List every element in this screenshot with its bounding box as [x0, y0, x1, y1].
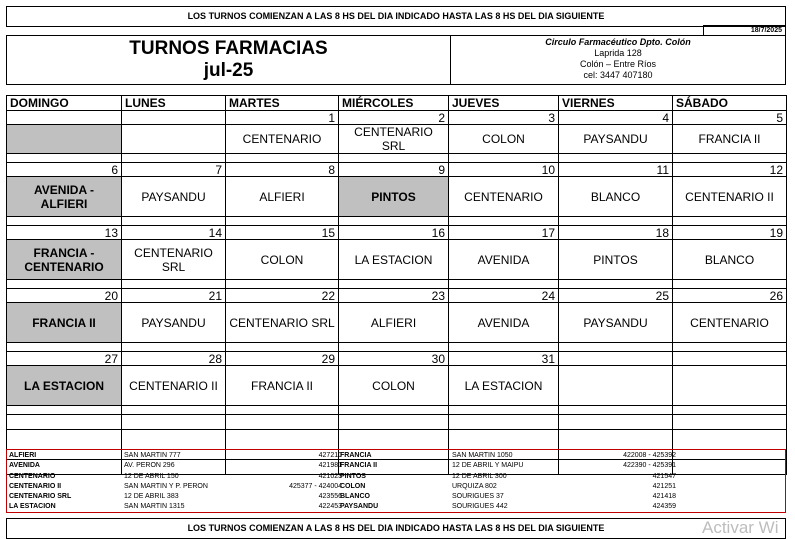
duty-row: [7, 240, 787, 280]
pharmacy-name: CENTENARIO SRL: [9, 493, 72, 501]
empty-cell: [122, 406, 226, 415]
month-label: jul-25: [203, 60, 254, 81]
empty-cell: [673, 415, 787, 430]
duty-row: [7, 366, 787, 406]
day-number: 13: [7, 226, 122, 240]
pharmacy-address: 12 DE ABRIL 150: [124, 472, 179, 480]
pharmacy-address: 12 DE ABRIL 383: [124, 493, 179, 501]
pharmacy-address: SOURIGUES 442: [452, 503, 508, 511]
empty-cell: [449, 415, 559, 430]
institution-name: Circulo Farmacéutico Dpto. Colón: [545, 37, 691, 47]
empty-cell: [673, 217, 787, 226]
duty-cell: PINTOS: [339, 177, 449, 217]
duty-cell: CENTENARIO SRL: [226, 303, 339, 343]
day-number: 28: [122, 352, 226, 366]
weekday-header: SÁBADO: [673, 96, 787, 111]
day-number: 3: [449, 111, 559, 125]
pharmacy-entry: [9, 451, 342, 461]
empty-cell: [449, 280, 559, 289]
day-number-row: [7, 352, 787, 366]
separator-row: [7, 343, 787, 352]
duty-cell: COLON: [449, 125, 559, 154]
separator-row: [7, 280, 787, 289]
duty-cell: PINTOS: [559, 240, 673, 280]
duty-cell: CENTENARIO SRL: [122, 240, 226, 280]
top-banner: LOS TURNOS COMIENZAN A LAS 8 HS DEL DIA INDICADO HASTA LAS 8 HS DEL DIA SIGUIENTE: [6, 6, 786, 27]
empty-cell: [7, 415, 122, 430]
empty-cell: [559, 415, 673, 430]
duty-cell: BLANCO: [559, 177, 673, 217]
empty-cell: [559, 217, 673, 226]
page-title: TURNOS FARMACIAS: [129, 38, 328, 59]
title-box: [6, 35, 451, 85]
pharmacy-entry: [340, 461, 676, 471]
pharmacy-phone: 423556: [318, 493, 342, 501]
pharmacy-name: ALFIERI: [9, 452, 37, 459]
weekday-header: DOMINGO: [7, 96, 122, 111]
empty-cell: [7, 343, 122, 352]
day-number-row: [7, 111, 787, 125]
pharmacy-address: 12 DE ABRIL Y MAIPU: [452, 462, 524, 470]
day-number: 30: [339, 352, 449, 366]
duty-cell: LA ESTACION: [449, 366, 559, 406]
day-number: 22: [226, 289, 339, 303]
day-number: 23: [339, 289, 449, 303]
pharmacy-phone: 421251: [652, 482, 676, 490]
empty-cell: [7, 154, 122, 163]
day-number: 1: [226, 111, 339, 125]
day-number-row: [7, 226, 787, 240]
pharmacy-name: CENTENARIO: [9, 472, 56, 480]
separator-row: [7, 154, 787, 163]
empty-cell: [7, 280, 122, 289]
empty-cell: [122, 343, 226, 352]
duty-cell: BLANCO: [673, 240, 787, 280]
pharmacy-entry: [340, 451, 676, 461]
day-number: 18: [559, 226, 673, 240]
calendar-table: [6, 95, 787, 475]
empty-cell: [449, 406, 559, 415]
day-number: [7, 111, 122, 125]
pharmacy-address: SAN MARTIN 777: [124, 452, 181, 459]
duty-cell: LA ESTACION: [339, 240, 449, 280]
pharmacy-name: PINTOS: [340, 472, 366, 480]
empty-cell: [339, 415, 449, 430]
duty-cell: CENTENARIO: [673, 303, 787, 343]
duty-cell: CENTENARIO: [449, 177, 559, 217]
pharmacy-phone: 427210: [318, 452, 342, 459]
day-number-row: [7, 289, 787, 303]
day-number: 14: [122, 226, 226, 240]
day-number: 10: [449, 163, 559, 177]
pharmacy-phone: 422008 - 425392: [623, 452, 676, 459]
separator-row: [7, 217, 787, 226]
empty-cell: [673, 343, 787, 352]
duty-cell: FRANCIA - CENTENARIO: [7, 240, 122, 280]
pharmacy-name: COLON: [340, 482, 366, 490]
day-number: 15: [226, 226, 339, 240]
pharmacy-entry: [9, 502, 342, 512]
pharmacy-list-right: [340, 451, 676, 513]
weekday-header: JUEVES: [449, 96, 559, 111]
duty-cell: [7, 125, 122, 154]
duty-cell: PAYSANDU: [122, 177, 226, 217]
institution-city: Colón – Entre Ríos: [579, 59, 657, 69]
empty-cell: [226, 217, 339, 226]
duty-cell: ALFIERI: [226, 177, 339, 217]
pharmacy-entry: [9, 492, 342, 502]
empty-cell: [673, 406, 787, 415]
empty-cell: [559, 343, 673, 352]
pharmacy-name: FRANCIA II: [340, 462, 378, 470]
pharmacy-address: SAN MARTIN Y P. PERON: [124, 482, 208, 490]
bottom-banner: LOS TURNOS COMIENZAN A LAS 8 HS DEL DIA INDICADO HASTA LAS 8 HS DEL DIA SIGUIENTE: [6, 518, 786, 539]
day-number: [673, 352, 787, 366]
empty-cell: [559, 280, 673, 289]
duty-cell: AVENIDA: [449, 303, 559, 343]
pharmacy-name: PAYSANDU: [340, 503, 379, 511]
institution-phone: cel: 3447 407180: [583, 70, 653, 80]
pharmacy-entry: [9, 461, 342, 471]
weekday-header: MIÉRCOLES: [339, 96, 449, 111]
day-number: 2: [339, 111, 449, 125]
day-number: 12: [673, 163, 787, 177]
day-number: 21: [122, 289, 226, 303]
empty-cell: [226, 406, 339, 415]
duty-cell: ALFIERI: [339, 303, 449, 343]
pharmacy-name: CENTENARIO II: [9, 482, 62, 490]
day-number: 25: [559, 289, 673, 303]
duty-cell: PAYSANDU: [559, 303, 673, 343]
empty-cell: [122, 154, 226, 163]
empty-cell: [339, 154, 449, 163]
pharmacy-phone: 421547: [652, 472, 676, 480]
pharmacy-entry: [340, 472, 676, 482]
pharmacy-address: SAN MARTIN 1315: [124, 503, 185, 511]
duty-cell: LA ESTACION: [7, 366, 122, 406]
day-number: 29: [226, 352, 339, 366]
duty-cell: AVENIDA: [449, 240, 559, 280]
duty-cell: FRANCIA II: [226, 366, 339, 406]
pharmacy-phone: 421418: [652, 493, 676, 501]
duty-cell: CENTENARIO: [226, 125, 339, 154]
duty-cell: COLON: [339, 366, 449, 406]
empty-cell: [122, 415, 226, 430]
empty-cell: [226, 343, 339, 352]
empty-cell: [673, 280, 787, 289]
duty-cell: CENTENARIO II: [122, 366, 226, 406]
empty-cell: [339, 343, 449, 352]
empty-cell: [7, 406, 122, 415]
empty-cell: [7, 217, 122, 226]
empty-cell: [449, 343, 559, 352]
pharmacy-name: FRANCIA: [340, 452, 372, 459]
weekday-header: MARTES: [226, 96, 339, 111]
pharmacy-address: 12 DE ABRIL 300: [452, 472, 507, 480]
separator-row: [7, 406, 787, 415]
activation-watermark: Activar Wi: [702, 518, 779, 537]
pharmacy-name: BLANCO: [340, 493, 370, 501]
duty-cell: PAYSANDU: [122, 303, 226, 343]
day-number: 19: [673, 226, 787, 240]
pharmacy-phone: 421981: [318, 462, 342, 470]
empty-cell: [339, 217, 449, 226]
pharmacy-entry: [340, 502, 676, 512]
pharmacy-address: URQUIZA 802: [452, 482, 497, 490]
duty-cell: [673, 366, 787, 406]
duty-row: [7, 177, 787, 217]
day-number: 20: [7, 289, 122, 303]
weekday-header-row: [7, 96, 787, 111]
duty-cell: AVENIDA - ALFIERI: [7, 177, 122, 217]
empty-cell: [339, 406, 449, 415]
pharmacy-phone: 422453: [318, 503, 342, 511]
pharmacy-name: LA ESTACION: [9, 503, 56, 511]
pharmacy-phone: 421023: [318, 472, 342, 480]
day-number: 17: [449, 226, 559, 240]
day-number: 5: [673, 111, 787, 125]
day-number-row: [7, 163, 787, 177]
empty-cell: [226, 280, 339, 289]
day-number: 4: [559, 111, 673, 125]
empty-cell: [449, 154, 559, 163]
empty-cell: [339, 280, 449, 289]
day-number: 8: [226, 163, 339, 177]
day-number: 11: [559, 163, 673, 177]
day-number: [559, 352, 673, 366]
empty-row: [7, 415, 787, 430]
institution-address: Laprida 128: [594, 48, 642, 58]
pharmacy-entry: [340, 482, 676, 492]
duty-row: [7, 125, 787, 154]
day-number: 6: [7, 163, 122, 177]
institution-info: [450, 35, 786, 85]
pharmacy-name: AVENIDA: [9, 462, 40, 470]
pharmacy-address: SAN MARTIN 1050: [452, 452, 513, 459]
duty-cell: FRANCIA II: [673, 125, 787, 154]
duty-cell: PAYSANDU: [559, 125, 673, 154]
empty-cell: [122, 280, 226, 289]
day-number: 26: [673, 289, 787, 303]
empty-cell: [226, 154, 339, 163]
empty-cell: [673, 154, 787, 163]
date-label: 18/7/2025: [703, 25, 786, 36]
duty-row: [7, 303, 787, 343]
pharmacy-legend: [6, 449, 786, 513]
empty-cell: [449, 217, 559, 226]
empty-cell: [226, 415, 339, 430]
day-number: 24: [449, 289, 559, 303]
day-number: 27: [7, 352, 122, 366]
pharmacy-entry: [9, 482, 342, 492]
pharmacy-entry: [340, 492, 676, 502]
day-number: 31: [449, 352, 559, 366]
day-number: 7: [122, 163, 226, 177]
pharmacy-list-left: [9, 451, 342, 513]
duty-cell: CENTENARIO II: [673, 177, 787, 217]
duty-cell: CENTENARIO SRL: [339, 125, 449, 154]
duty-cell: [559, 366, 673, 406]
empty-cell: [559, 406, 673, 415]
pharmacy-phone: 422390 - 425391: [623, 462, 676, 470]
day-number: 9: [339, 163, 449, 177]
pharmacy-entry: [9, 472, 342, 482]
empty-cell: [559, 154, 673, 163]
pharmacy-address: AV. PERON 296: [124, 462, 175, 470]
pharmacy-phone: 424359: [652, 503, 676, 511]
duty-cell: FRANCIA II: [7, 303, 122, 343]
day-number: 16: [339, 226, 449, 240]
duty-cell: COLON: [226, 240, 339, 280]
day-number: [122, 111, 226, 125]
empty-cell: [122, 217, 226, 226]
duty-cell: [122, 125, 226, 154]
weekday-header: LUNES: [122, 96, 226, 111]
weekday-header: VIERNES: [559, 96, 673, 111]
pharmacy-phone: 425377 - 424004: [289, 482, 342, 490]
pharmacy-address: SOURIGUES 37: [452, 493, 504, 501]
